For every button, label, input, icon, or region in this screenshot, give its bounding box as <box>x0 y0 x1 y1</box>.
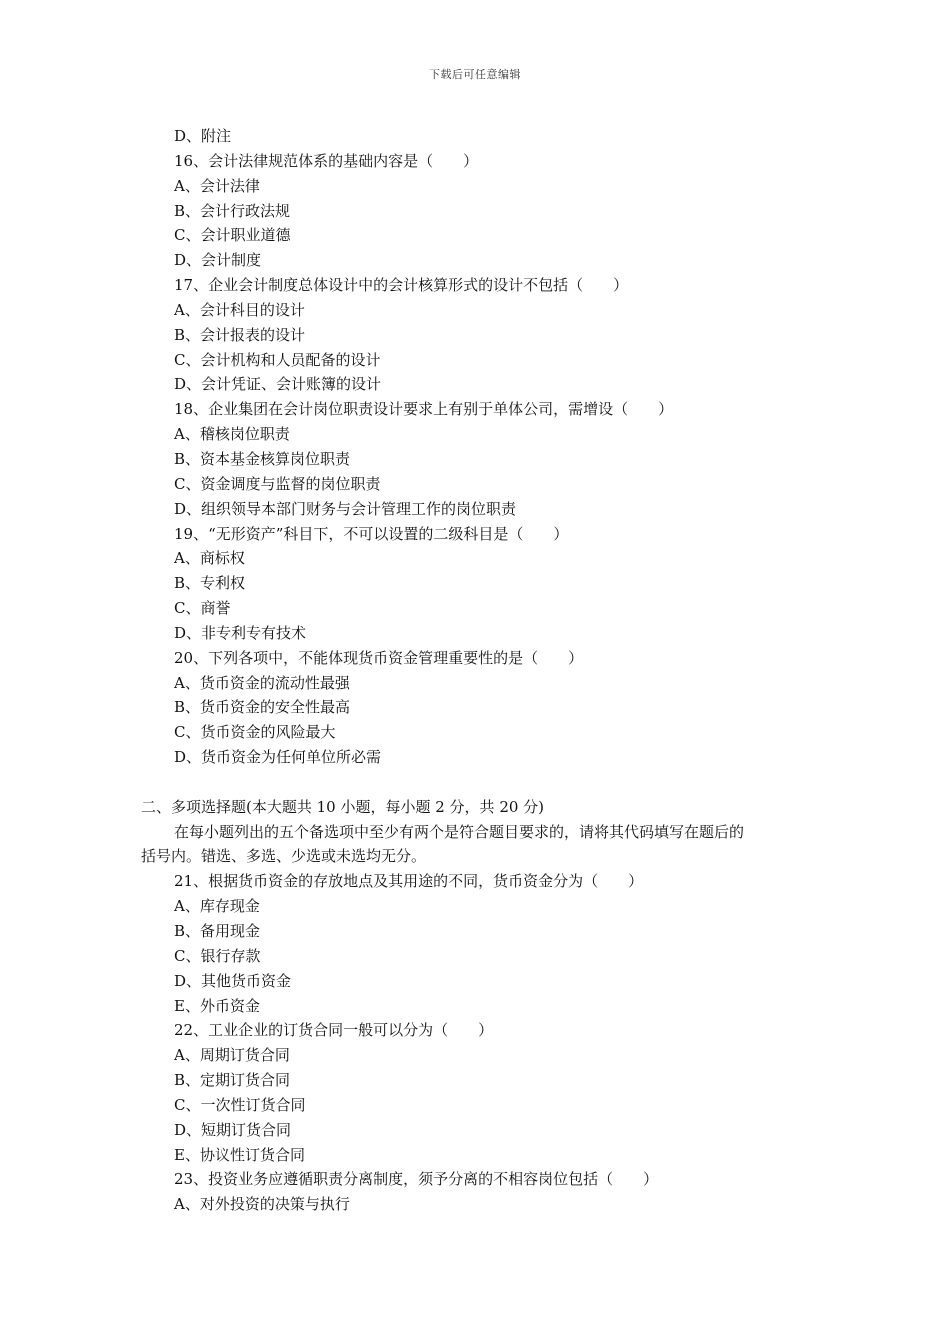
option-line: B、货币资金的安全性最高 <box>174 698 351 717</box>
question-line: 22、工业企业的订货合同一般可以分为（ ） <box>174 1021 494 1040</box>
question-line: 20、下列各项中，不能体现货币资金管理重要性的是（ ） <box>174 648 584 667</box>
option-line: B、会计报表的设计 <box>174 325 306 344</box>
question-line: 19、“无形资产”科目下，不可以设置的二级科目是（ ） <box>174 524 569 543</box>
option-line: B、会计行政法规 <box>174 201 291 220</box>
option-line: C、一次性订货合同 <box>174 1095 306 1114</box>
option-line: D、其他货币资金 <box>174 971 292 990</box>
option-line: A、周期订货合同 <box>174 1046 290 1065</box>
page-header: 下载后可任意编辑 <box>429 68 521 81</box>
document-body <box>0 124 950 1217</box>
question-line: 21、根据货币资金的存放地点及其用途的不同，货币资金分为（ ） <box>174 872 644 891</box>
option-line: C、货币资金的风险最大 <box>174 723 336 742</box>
option-line: D、会计凭证、会计账簿的设计 <box>174 375 382 394</box>
option-line: D、会计制度 <box>174 251 262 270</box>
option-line: D、短期订货合同 <box>174 1120 292 1139</box>
option-line: E、外币资金 <box>174 996 260 1015</box>
question-line: 17、企业会计制度总体设计中的会计核算形式的设计不包括（ ） <box>174 276 629 295</box>
option-line: D、货币资金为任何单位所必需 <box>174 748 382 767</box>
option-line: B、资本基金核算岗位职责 <box>174 449 351 468</box>
option-line: D、组织领导本部门财务与会计管理工作的岗位职责 <box>174 499 517 518</box>
option-line: C、商誉 <box>174 599 231 618</box>
instruction-line: 括号内。错选、多选、少选或未选均无分。 <box>141 847 427 866</box>
question-line: 16、会计法律规范体系的基础内容是（ ） <box>174 151 479 170</box>
option-line: A、会计法律 <box>174 176 260 195</box>
option-line: A、货币资金的流动性最强 <box>174 673 350 692</box>
option-line: B、定期订货合同 <box>174 1071 291 1090</box>
question-line: 23、投资业务应遵循职责分离制度，须予分离的不相容岗位包括（ ） <box>174 1170 659 1189</box>
option-line: C、会计职业道德 <box>174 226 291 245</box>
option-line: D、附注 <box>174 127 232 145</box>
blank-line <box>0 770 950 795</box>
option-line: D、非专利专有技术 <box>174 623 307 642</box>
question-line: 18、企业集团在会计岗位职责设计要求上有别于单体公司，需增设（ ） <box>174 400 674 419</box>
option-line: B、备用现金 <box>174 922 261 940</box>
section-heading: 二、多项选择题(本大题共 10 小题，每小题 2 分，共 20 分) <box>141 797 545 816</box>
option-line: A、会计科目的设计 <box>174 300 305 319</box>
option-line: C、会计机构和人员配备的设计 <box>174 350 381 369</box>
option-line: C、资金调度与监督的岗位职责 <box>174 474 381 493</box>
option-line: A、稽核岗位职责 <box>174 425 290 444</box>
option-line: B、专利权 <box>174 574 246 593</box>
option-line: A、库存现金 <box>174 897 260 916</box>
option-line: A、商标权 <box>174 549 245 568</box>
option-line: E、协议性订货合同 <box>174 1145 305 1164</box>
option-line: C、银行存款 <box>174 946 261 965</box>
instruction-line: 在每小题列出的五个备选项中至少有两个是符合题目要求的，请将其代码填写在题后的 <box>174 822 745 841</box>
option-line: A、对外投资的决策与执行 <box>174 1195 350 1214</box>
